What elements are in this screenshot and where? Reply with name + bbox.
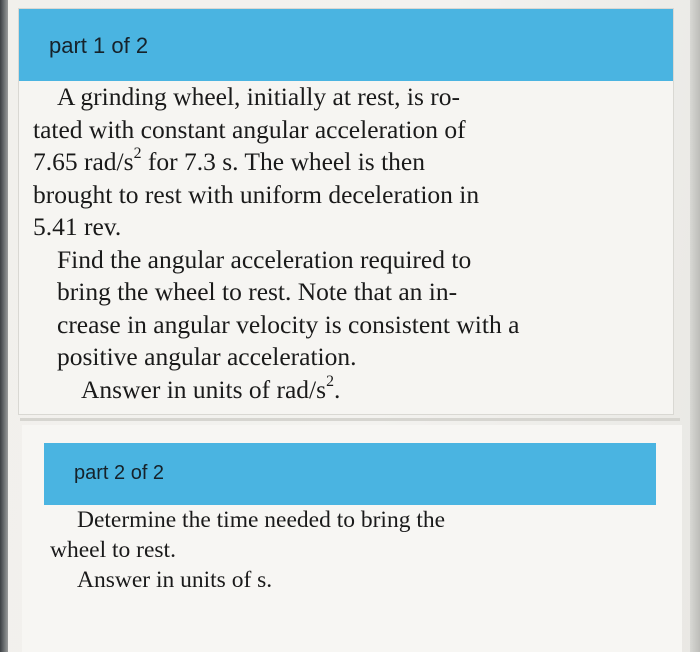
question-line-rest: for 7.3 s. The wheel is then <box>147 147 425 176</box>
exponent: 2 <box>326 372 334 390</box>
question-line: 5.41 rev. <box>33 212 122 241</box>
exponent: 2 <box>133 145 142 163</box>
screen-left-edge <box>0 0 8 652</box>
acceleration-value: 7.65 rad/s <box>33 147 134 176</box>
question-line: tated with constant angular acceleration of <box>33 114 466 144</box>
question-line: crease in angular velocity is consistent with a <box>57 309 520 339</box>
question-line: Determine the time needed to bring the <box>77 507 446 533</box>
part-2-title: part 2 of 2 <box>74 462 165 484</box>
question-part-1 <box>18 8 674 415</box>
part-1-title: part 1 of 2 <box>49 33 149 58</box>
part-1-question-text <box>33 81 593 406</box>
period: . <box>333 374 341 404</box>
question-line: bring the wheel to rest. Note that an in- <box>57 277 458 306</box>
question-line: Find the angular acceleration required to <box>57 244 472 274</box>
part-2-question-text <box>50 505 610 595</box>
part-2-header <box>44 443 656 505</box>
question-line: positive angular acceleration. <box>57 342 357 371</box>
answer-units-text: Answer in units of rad/s <box>81 374 327 404</box>
question-line: wheel to rest. <box>50 537 176 563</box>
question-line <box>33 146 593 179</box>
question-part-2 <box>22 425 682 652</box>
answer-units-line <box>33 374 593 407</box>
answer-units-line: Answer in units of s. <box>77 567 273 593</box>
question-line: A grinding wheel, initially at rest, is ro- <box>57 82 460 111</box>
divider <box>20 418 680 421</box>
part-1-header <box>19 9 673 81</box>
question-line: brought to rest with uniform deceleration in <box>33 179 480 209</box>
screen-right-edge <box>690 0 700 652</box>
